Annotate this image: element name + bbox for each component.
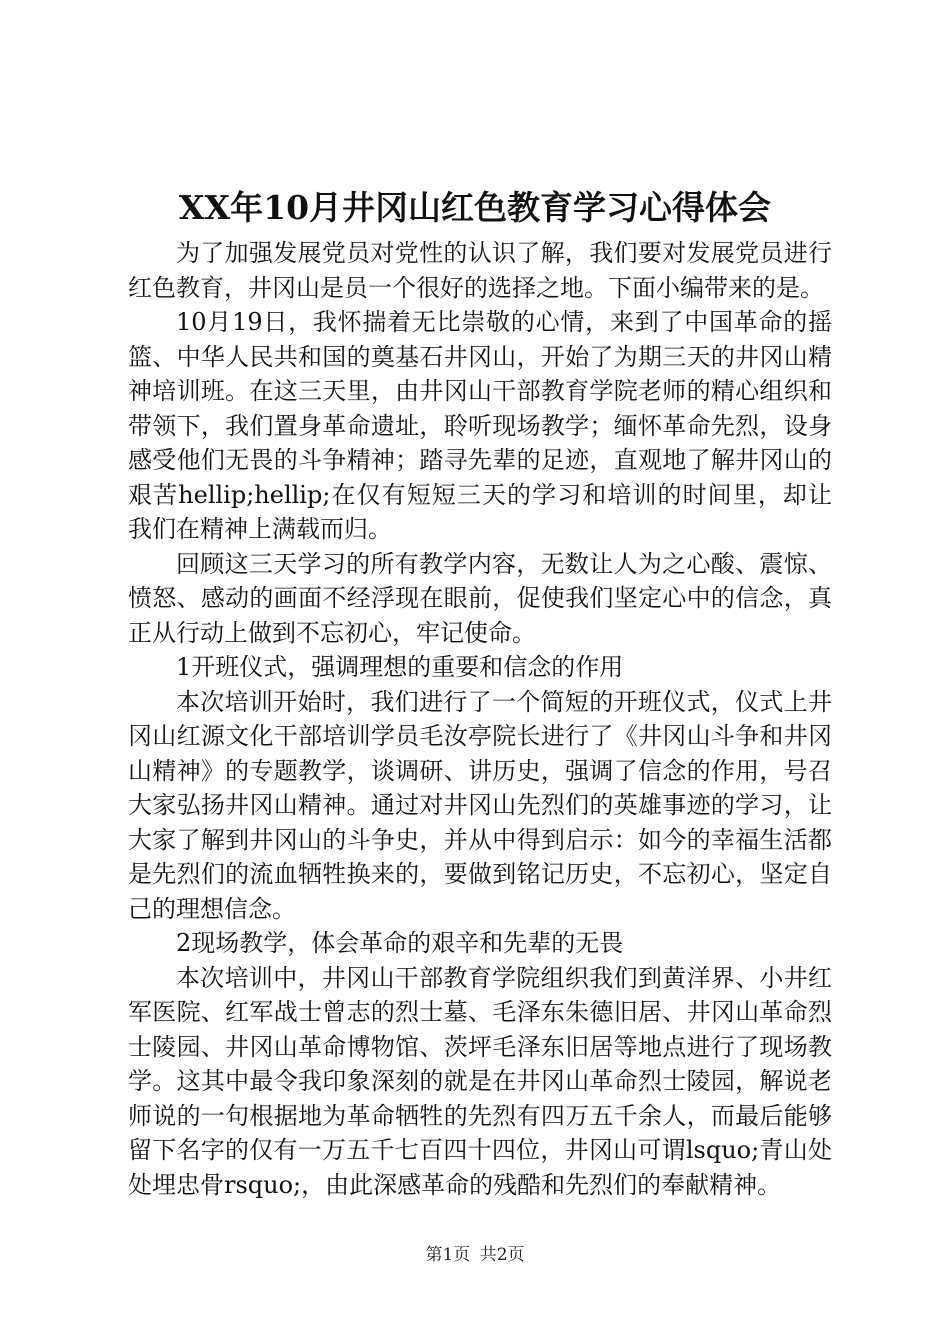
document-title: XX年10月井冈山红色教育学习心得体会 (178, 188, 772, 227)
page-footer (0, 1243, 950, 1267)
paragraph-field-teaching: 本次培训中，井冈山干部教育学院组织我们到黄洋界、小井红军医院、红军战士曾志的烈士墓、毛泽东朱德旧居、井冈山革命烈士陵园、井冈山革命博物馆、茨坪毛泽东旧居等地点进行了现场教学。这其中最令我印象深刻的就是在井冈山革命烈士陵园，解说老师说的一句根据地为革命牺牲的先烈有四万五千余人，而最后能够留下名字的仅有一万五千七百四十四位，井冈山可谓lsquo;青山处处埋忠骨rsquo;，由此深感革命的残酷和先烈们的奉献精神。 (128, 963, 832, 1199)
page-total: 共2页 (479, 1245, 525, 1265)
paragraph-intro: 为了加强发展党员对党性的认识了解，我们要对发展党员进行红色教育，井冈山是员一个很好的选择之地。下面小编带来的是。 (128, 239, 832, 302)
paragraph-arrival: 10月19日，我怀揣着无比崇敬的心情，来到了中国革命的摇篮、中华人民共和国的奠基石井冈山，开始了为期三天的井冈山精神培训班。在这三天里，由井冈山干部教育学院老师的精心组织和带领下，我们置身革命遗址，聆听现场教学；缅怀革命先烈，设身感受他们无畏的斗争精神；踏寻先辈的足迹，直观地了解井冈山的艰苦hellip;hellip;在仅有短短三天的学习和培训的时间里，却让我们在精神上满载而归。 (128, 308, 832, 543)
section-heading-field-teaching: 2现场教学，体会革命的艰辛和先辈的无畏 (176, 929, 624, 957)
page-number: 第1页 (425, 1245, 471, 1265)
section-heading-opening: 1开班仪式，强调理想的重要和信念的作用 (176, 653, 624, 681)
paragraph-review: 回顾这三天学习的所有教学内容，无数让人为之心酸、震惊、愤怒、感动的画面不经浮现在眼前，促使我们坚定心中的信念，真正从行动上做到不忘初心，牢记使命。 (128, 549, 832, 647)
document-body (128, 236, 832, 1202)
paragraph-opening: 本次培训开始时，我们进行了一个简短的开班仪式，仪式上井冈山红源文化干部培训学员毛汝亭院长进行了《井冈山斗争和井冈山精神》的专题教学，谈调研、讲历史，强调了信念的作用，号召大家弘扬井冈山精神。通过对井冈山先烈们的英雄事迹的学习，让大家了解到井冈山的斗争史，并从中得到启示：如今的幸福生活都是先烈们的流血牺牲换来的，要做到铭记历史，不忘初心，坚定自己的理想信念。 (128, 687, 832, 923)
